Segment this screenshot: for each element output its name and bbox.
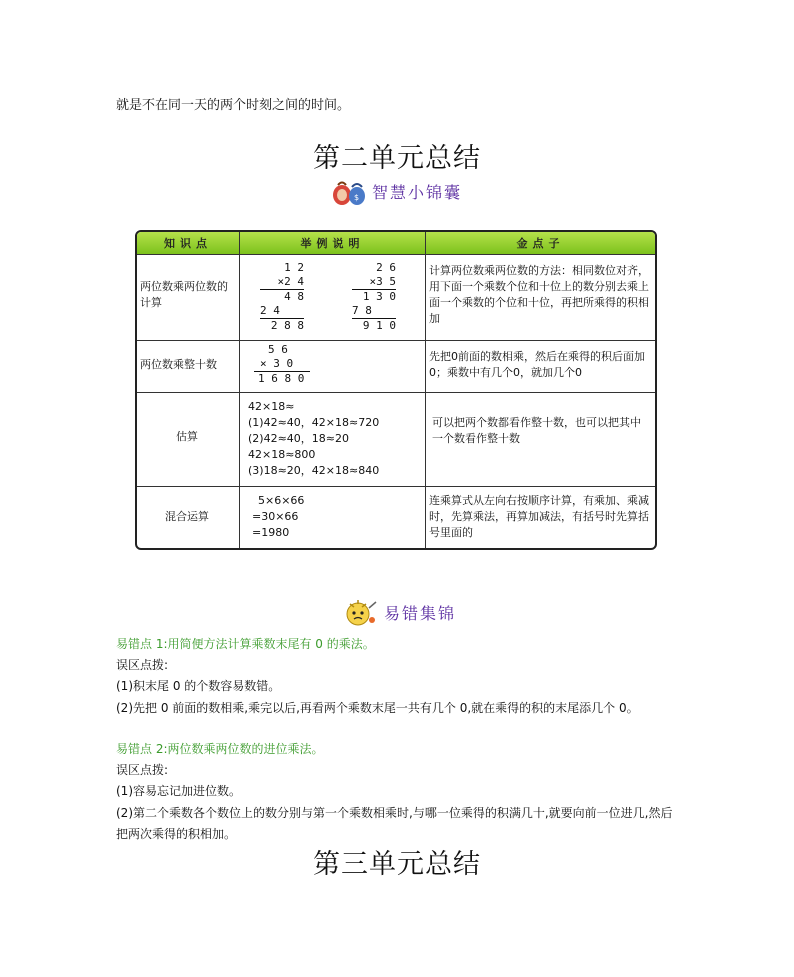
mistake-1-label: 误区点拨: [116,658,169,672]
unit3-title: 第三单元总结 [313,849,481,880]
mistake-2-label: 误区点拨: [116,763,169,777]
svg-text:$: $ [354,193,360,202]
estimate-lines: 42×18≈ (1)42≈40，42×18≈720 (2)42≈40，18≈20 42×18≈800 (3)18≈20，42×18≈840 [248,400,380,477]
table-row [137,392,655,487]
header-tip: 金点子 [516,237,565,250]
header-topic: 知识点 [137,232,240,254]
mistake-1-title: 易错点 1:用简便方法计算乘数末尾有 0 的乘法。 [116,637,375,651]
row-tip: 计算两位数乘两位数的方法：相同数位对齐，用下面一个乘数个位和十位上的数分别去乘上面一个乘数的个位和十位，再把所乘得的积相加 [429,264,649,325]
wisdom-label: 智慧小锦囊 [372,182,463,202]
wisdom-heading [332,176,462,206]
example-calc-1: 1 2 ×2 4 4 8 2 4 2 8 8 [260,261,304,332]
row-topic: 两位数乘两位数的计算 [140,280,228,309]
mistake-2-item-1: (1)容易忘记加进位数。 [116,784,241,798]
unit2-title: 第二单元总结 [313,143,481,174]
mistakes-label: 易错集锦 [384,603,457,623]
header-example: 举例说明 [240,232,426,254]
row-tip: 先把0前面的数相乘，然后在乘得的积后面加0；乘数中有几个0，就加几个0 [429,350,645,379]
wisdom-bags-icon [332,176,366,206]
knowledge-table [135,230,657,550]
row-topic: 混合运算 [165,510,209,523]
table-header [137,232,655,254]
mistake-2-title: 易错点 2:两位数乘两位数的进位乘法。 [116,742,324,756]
table-row [137,486,655,549]
thinking-character-icon [342,596,378,628]
row-tip: 连乘算式从左向右按顺序计算，有乘加、乘减时，先算乘法，再算加减法，有括号时先算括号里面的 [429,494,649,539]
mixed-ops-lines: 5×6×66 =30×66 =1980 [252,494,305,539]
row-tip: 可以把两个数都看作整十数，也可以把其中一个数看作整十数 [432,416,641,445]
intro-text: 就是不在同一天的两个时刻之间的时间。 [116,98,351,113]
example-calc: 5 6 × 3 0 1 6 8 0 [254,343,310,386]
row-topic: 估算 [176,430,198,443]
mistake-1-item-2: (2)先把 0 前面的数相乘,乘完以后,再看两个乘数末尾一共有几个 0,就在乘得的积的末尾添几个 0。 [116,701,639,715]
example-calc-2: 2 6 ×3 5 1 3 0 7 8 9 1 0 [352,261,396,332]
mistakes-heading [342,596,456,628]
table-row [137,340,655,393]
table-row [137,254,655,341]
mistake-2-item-2: (2)第二个乘数各个数位上的数分别与第一个乘数相乘时,与哪一位乘得的积满几十,就要向前一位进几,然后把两次乘得的积相加。 [116,806,673,841]
mistake-1-item-1: (1)积末尾 0 的个数容易数错。 [116,679,281,693]
row-topic: 两位数乘整十数 [140,358,217,371]
